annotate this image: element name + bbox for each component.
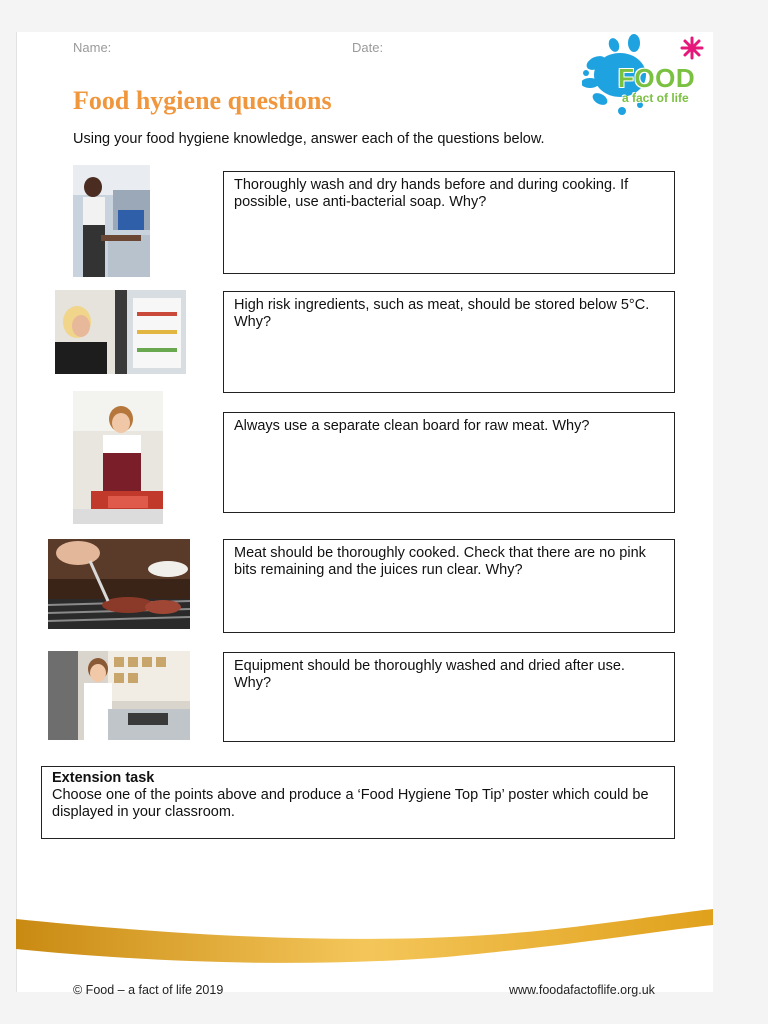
extension-task-text: Choose one of the points above and produce a ‘Food Hygiene Top Tip’ poster which could be displayed in your classroom.: [52, 787, 649, 820]
footer-copyright: © Food – a fact of life 2019: [73, 983, 224, 997]
food-a-fact-of-life-logo: [582, 33, 712, 117]
date-label: Date:: [352, 40, 384, 55]
footer-website-link[interactable]: www.foodafactoflife.org.uk: [509, 983, 655, 997]
question-box-1[interactable]: Thoroughly wash and dry hands before and during cooking. If possible, use anti-bacterial soap. Why?: [223, 171, 675, 274]
washing-up-photo: [48, 651, 190, 740]
meat-thermometer-photo: [48, 539, 190, 629]
question-box-4[interactable]: Meat should be thoroughly cooked. Check that there are no pink bits remaining and the juices run clear. Why?: [223, 539, 675, 633]
intro-text: Using your food hygiene knowledge, answer each of the questions below.: [73, 131, 545, 147]
handwashing-photo: [73, 165, 150, 277]
gold-swoosh-decoration: [16, 905, 713, 967]
page-title: Food hygiene questions: [73, 86, 332, 115]
question-box-2[interactable]: High risk ingredients, such as meat, should be stored below 5°C. Why?: [223, 291, 675, 393]
question-box-5[interactable]: Equipment should be thoroughly washed and dried after use. Why?: [223, 652, 675, 742]
logo-tagline: a fact of life: [622, 91, 689, 105]
logo-word: FOOD: [618, 63, 696, 93]
question-box-3[interactable]: Always use a separate clean board for raw meat. Why?: [223, 412, 675, 513]
extension-task-title: Extension task: [52, 770, 155, 786]
extension-task-box[interactable]: [41, 766, 675, 839]
fridge-photo: [55, 290, 186, 374]
chopping-board-photo: [73, 391, 163, 524]
name-label: Name:: [73, 40, 112, 55]
